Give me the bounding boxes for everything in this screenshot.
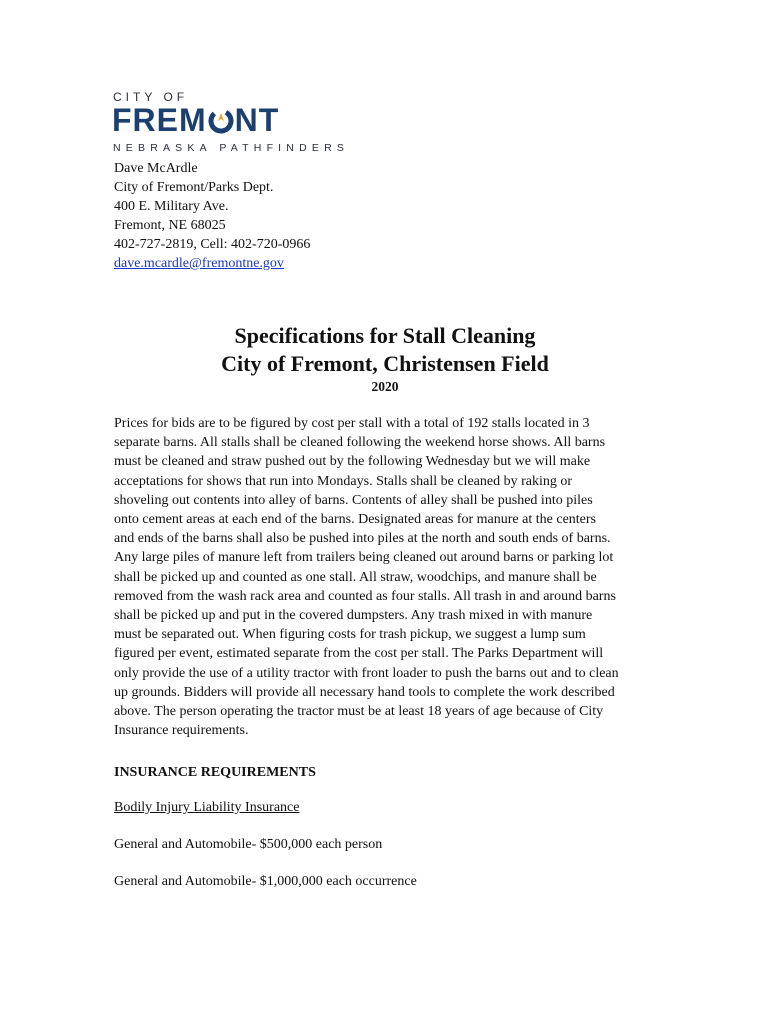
contact-block [114,159,310,273]
paragraph-line: removed from the wash rack area and counted as four stalls. All trash in and around barns [114,588,616,604]
paragraph-line: shall be picked up and counted as one stall. All straw, woodchips, and manure shall be [114,569,597,585]
paragraph-line: only provide the use of a utility tractor with front loader to push the barns out and to clean [114,665,619,681]
pathfinder-o-icon [207,108,235,134]
city-logo [112,90,352,160]
paragraph-line: Prices for bids are to be figured by cost per stall with a total of 192 stalls located in 3 [114,416,590,431]
paragraph-line: above. The person operating the tractor must be at least 18 years of age because of City [114,704,604,720]
document-title-line1: Specifications for Stall Cleaning [234,323,536,348]
contact-name: Dave McArdle [114,161,198,176]
paragraph-line: shoveling out contents into alley of barns. Contents of alley shall be pushed into piles [114,492,593,508]
insurance-subheading: Bodily Injury Liability Insurance [114,800,300,815]
logo-top-text: CITY OF [113,90,189,104]
paragraph-line: figured per event, estimated separate from the cost per stall. The Parks Department will [114,646,604,662]
document-year: 2020 [371,379,399,394]
paragraph-line: and ends of the barns shall also be pushed into piles at the north and south ends of barns. [114,531,611,547]
paragraph-line: must be cleaned and straw pushed out by the following Wednesday but we will make [114,454,591,470]
paragraph-line: Any large piles of manure left from trailers being cleaned out around barns or parking lot [114,550,614,566]
paragraph-line: acceptations for shows that run into Mondays. Stalls shall be cleaned by raking or [114,473,573,489]
paragraph-line: separate barns. All stalls shall be cleaned following the weekend horse shows. All barns [114,435,606,451]
logo-wordmark-mark [207,102,235,138]
logo-wordmark-part2: NT [234,102,280,138]
logo-tagline: NEBRASKA PATHFINDERS [113,142,350,154]
logo-wordmark [112,102,279,138]
insurance-requirement-person: General and Automobile- $500,000 each person [114,837,383,852]
paragraph-line: Insurance requirements. [114,723,249,739]
contact-address-line2: Fremont, NE 68025 [114,218,226,233]
paragraph-line: up grounds. Bidders will provide all necessary hand tools to complete the work described [114,684,615,700]
document-title-line2: City of Fremont, Christensen Field [221,351,549,376]
logo-wordmark-part1: FREM [112,102,207,138]
contact-email-link[interactable]: dave.mcardle@fremontne.gov [114,256,284,271]
paragraph-line: onto cement areas at each end of the barns. Designated areas for manure at the centers [114,512,596,528]
contact-phone: 402-727-2819, Cell: 402-720-0966 [114,237,311,252]
insurance-heading: INSURANCE REQUIREMENTS [114,765,316,780]
paragraph-line: must be separated out. When figuring costs for trash pickup, we suggest a lump sum [114,627,586,643]
specification-paragraph [114,414,659,740]
insurance-requirement-occurrence: General and Automobile- $1,000,000 each occurrence [114,874,417,889]
paragraph-line: shall be picked up and put in the covered dumpsters. Any trash mixed in with manure [114,608,593,624]
contact-org: City of Fremont/Parks Dept. [114,180,274,195]
contact-address-line1: 400 E. Military Ave. [114,199,229,214]
